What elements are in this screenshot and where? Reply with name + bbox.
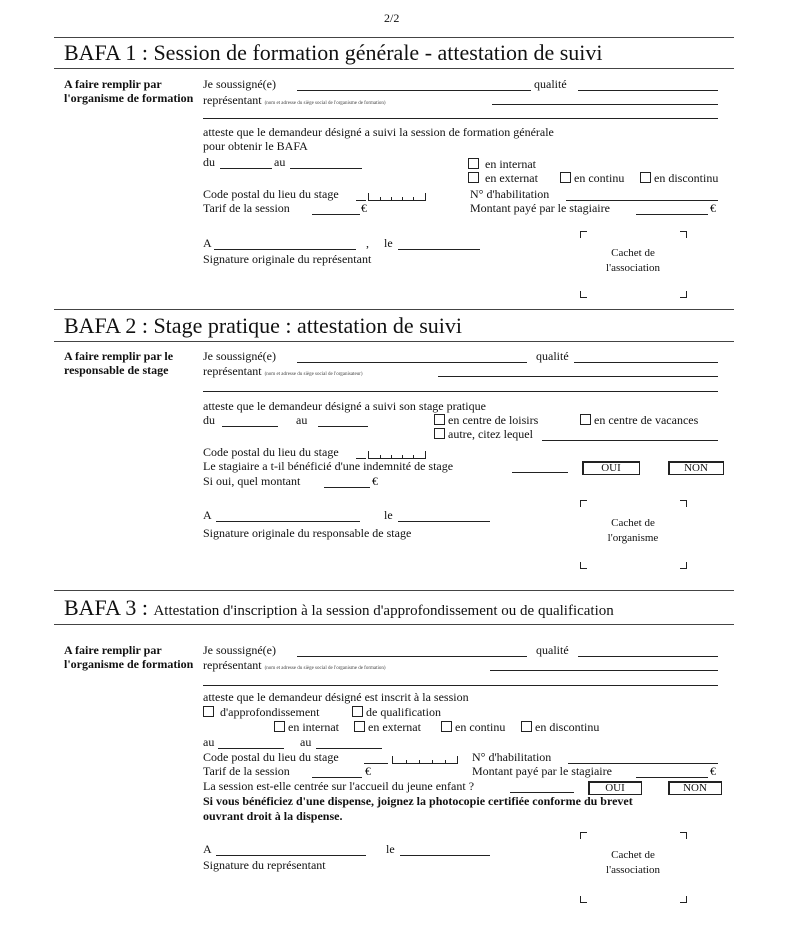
representant-field-3a[interactable] [490, 670, 718, 671]
qualification-option[interactable]: de qualification [352, 705, 441, 719]
au-label-3a: au [203, 735, 215, 749]
si-oui-field[interactable] [324, 487, 370, 488]
code-postal-label-2: Code postal du lieu du stage [203, 445, 339, 459]
qualification-checkbox[interactable] [352, 706, 363, 717]
discontinu-checkbox-3[interactable] [521, 721, 532, 732]
habilitation-label-3: N° d'habilitation [472, 750, 552, 764]
a-field-2[interactable] [216, 521, 360, 522]
du-label: du [203, 155, 215, 169]
representant-field-2b[interactable] [203, 391, 718, 392]
page-number: 2/2 [384, 11, 400, 25]
au-label-3b: au [300, 735, 312, 749]
name-field-2[interactable] [297, 362, 527, 363]
je-soussigne-label-2: Je soussigné(e) [203, 349, 276, 363]
non-option[interactable]: NON [668, 461, 724, 475]
le-field-2[interactable] [398, 521, 490, 522]
continu-option-3[interactable]: en continu [441, 720, 505, 734]
section-3-title-rule [54, 624, 734, 625]
habilitation-label: N° d'habilitation [470, 187, 550, 201]
oui-option[interactable]: OUI [582, 461, 640, 475]
atteste-text-2: atteste que le demandeur désigné a suivi son stage pratique [203, 399, 486, 413]
section-1-title: BAFA 1 : Session de formation générale - attestation de suivi [64, 40, 603, 65]
section-2-title: BAFA 2 : Stage pratique : attestation de suivi [64, 313, 462, 338]
discontinu-option-3[interactable]: en discontinu [521, 720, 599, 734]
representant-field-2a[interactable] [438, 376, 718, 377]
qualite-field-3[interactable] [578, 656, 718, 657]
autre-field[interactable] [542, 440, 718, 441]
code-postal-label: Code postal du lieu du stage [203, 187, 339, 201]
montant-currency: € [710, 201, 716, 215]
representant-label-3: représentant (nom et adresse du siège social de l'organisme de formation) [203, 658, 386, 672]
code-postal-boxes-3[interactable] [392, 756, 458, 764]
non-option-3[interactable]: NON [668, 781, 722, 795]
atteste-text: atteste que le demandeur désigné a suivi la session de formation générale [203, 125, 554, 139]
du-label-2: du [203, 413, 215, 427]
au-field-3b[interactable] [316, 748, 382, 749]
montant-currency-3: € [710, 764, 716, 778]
tarif-currency: € [361, 201, 367, 215]
representant-note: (nom et adresse du siège social de l'organisme de formation) [264, 101, 386, 106]
au-label: au [274, 155, 286, 169]
a-label: A [203, 236, 212, 250]
cachet-label-3: Cachet de l'association [606, 849, 660, 876]
au-label-2: au [296, 413, 308, 427]
representant-note-2: (nom et adresse du siège social de l'organisateur) [264, 372, 363, 377]
montant-label: Montant payé par le stagiaire [470, 201, 610, 215]
section-1-instruction: A faire remplir par l'organisme de formation [64, 77, 194, 105]
representant-field-2[interactable] [203, 118, 718, 119]
section-2-instruction: A faire remplir par le responsable de stage [64, 349, 174, 377]
section-3-top-rule [54, 590, 734, 591]
cachet-label-1: Cachet de l'association [606, 247, 660, 274]
le-label-2: le [384, 508, 393, 522]
dispense-text-2: ouvrant droit à la dispense. [203, 809, 343, 823]
au-field-2[interactable] [318, 426, 368, 427]
du-field-2[interactable] [222, 426, 278, 427]
representant-label-2: représentant (nom et adresse du siège social de l'organisateur) [203, 364, 363, 378]
le-label: le [384, 236, 393, 250]
centre-vacances-checkbox[interactable] [580, 414, 591, 425]
qualite-label-3: qualité [536, 643, 569, 657]
a-field[interactable] [214, 249, 356, 250]
externat-option[interactable]: en externat [468, 171, 538, 185]
signature-label-3: Signature du représentant [203, 858, 326, 872]
tarif-field[interactable] [312, 214, 360, 215]
section-1-top-rule [54, 37, 734, 38]
internat-checkbox-3[interactable] [274, 721, 285, 732]
centre-vacances-option[interactable]: en centre de vacances [580, 413, 698, 427]
le-field[interactable] [398, 249, 480, 250]
si-oui-label: Si oui, quel montant [203, 474, 301, 488]
section-2-top-rule [54, 309, 734, 310]
qualite-label: qualité [534, 77, 567, 91]
code-postal-boxes[interactable] [368, 193, 426, 201]
centre-loisirs-option[interactable]: en centre de loisirs [434, 413, 538, 427]
au-field[interactable] [290, 168, 362, 169]
internat-option-3[interactable]: en internat [274, 720, 339, 734]
montant-label-3: Montant payé par le stagiaire [472, 764, 612, 778]
internat-checkbox[interactable] [468, 158, 479, 169]
le-label-3: le [386, 842, 395, 856]
qualite-field-2[interactable] [574, 362, 718, 363]
tarif-label: Tarif de la session [203, 201, 290, 215]
cachet-label-2: Cachet de l'organisme [607, 517, 659, 544]
section-2-title-rule [54, 341, 734, 342]
continu-checkbox[interactable] [560, 172, 571, 183]
a-label-3: A [203, 842, 212, 856]
signature-label: Signature originale du représentant [203, 252, 372, 266]
qualite-label-2: qualité [536, 349, 569, 363]
discontinu-option[interactable]: en discontinu [640, 171, 718, 185]
signature-label-2: Signature originale du responsable de stage [203, 526, 412, 540]
si-oui-currency: € [372, 474, 378, 488]
du-field[interactable] [220, 168, 272, 169]
autre-checkbox[interactable] [434, 428, 445, 439]
externat-option-3[interactable]: en externat [354, 720, 421, 734]
continu-checkbox-3[interactable] [441, 721, 452, 732]
approfondissement-option[interactable]: d'approfondissement [203, 705, 319, 719]
a-field-3[interactable] [216, 855, 366, 856]
name-field-3[interactable] [297, 656, 527, 657]
au-field-3a[interactable] [218, 748, 284, 749]
montant-field[interactable] [636, 214, 708, 215]
section-3-instruction: A faire remplir par l'organisme de formation [64, 643, 194, 671]
section-3-title: BAFA 3 : Attestation d'inscription à la session d'approfondissement ou de qualification [64, 595, 614, 620]
autre-option[interactable]: autre, citez lequel [434, 427, 533, 441]
pour-text: pour obtenir le BAFA [203, 139, 308, 153]
qualite-field[interactable] [578, 90, 718, 91]
indemnite-label: Le stagiaire a t-il bénéficié d'une indemnité de stage [203, 459, 454, 473]
atteste-text-3: atteste que le demandeur désigné est inscrit à la session [203, 690, 469, 704]
tarif-label-3: Tarif de la session [203, 764, 290, 778]
accueil-field [510, 792, 574, 793]
tarif-currency-3: € [365, 764, 371, 778]
externat-checkbox[interactable] [468, 172, 479, 183]
code-postal-label-3: Code postal du lieu du stage [203, 750, 339, 764]
representant-field[interactable] [492, 104, 718, 105]
tarif-field-3[interactable] [312, 777, 362, 778]
je-soussigne-label-3: Je soussigné(e) [203, 643, 276, 657]
centre-loisirs-checkbox[interactable] [434, 414, 445, 425]
je-soussigne-label: Je soussigné(e) [203, 77, 276, 91]
comma: , [366, 236, 369, 250]
representant-note-3: (nom et adresse du siège social de l'organisme de formation) [264, 666, 386, 671]
name-field[interactable] [297, 90, 531, 91]
discontinu-checkbox[interactable] [640, 172, 651, 183]
approfondissement-checkbox[interactable] [203, 706, 214, 717]
internat-option[interactable]: en internat [468, 157, 536, 171]
representant-label: représentant (nom et adresse du siège social de l'organisme de formation) [203, 93, 386, 107]
representant-field-3b[interactable] [203, 685, 718, 686]
accueil-label: La session est-elle centrée sur l'accueil du jeune enfant ? [203, 779, 475, 793]
le-field-3[interactable] [400, 855, 490, 856]
oui-option-3[interactable]: OUI [588, 781, 642, 795]
dispense-text-1: Si vous bénéficiez d'une dispense, joignez la photocopie certifiée conforme du brevet [203, 794, 633, 808]
a-label-2: A [203, 508, 212, 522]
continu-option[interactable]: en continu [560, 171, 624, 185]
section-1-title-rule [54, 68, 734, 69]
code-postal-boxes-2[interactable] [368, 451, 426, 459]
montant-field-3[interactable] [636, 777, 708, 778]
indemnite-field [512, 472, 568, 473]
externat-checkbox-3[interactable] [354, 721, 365, 732]
